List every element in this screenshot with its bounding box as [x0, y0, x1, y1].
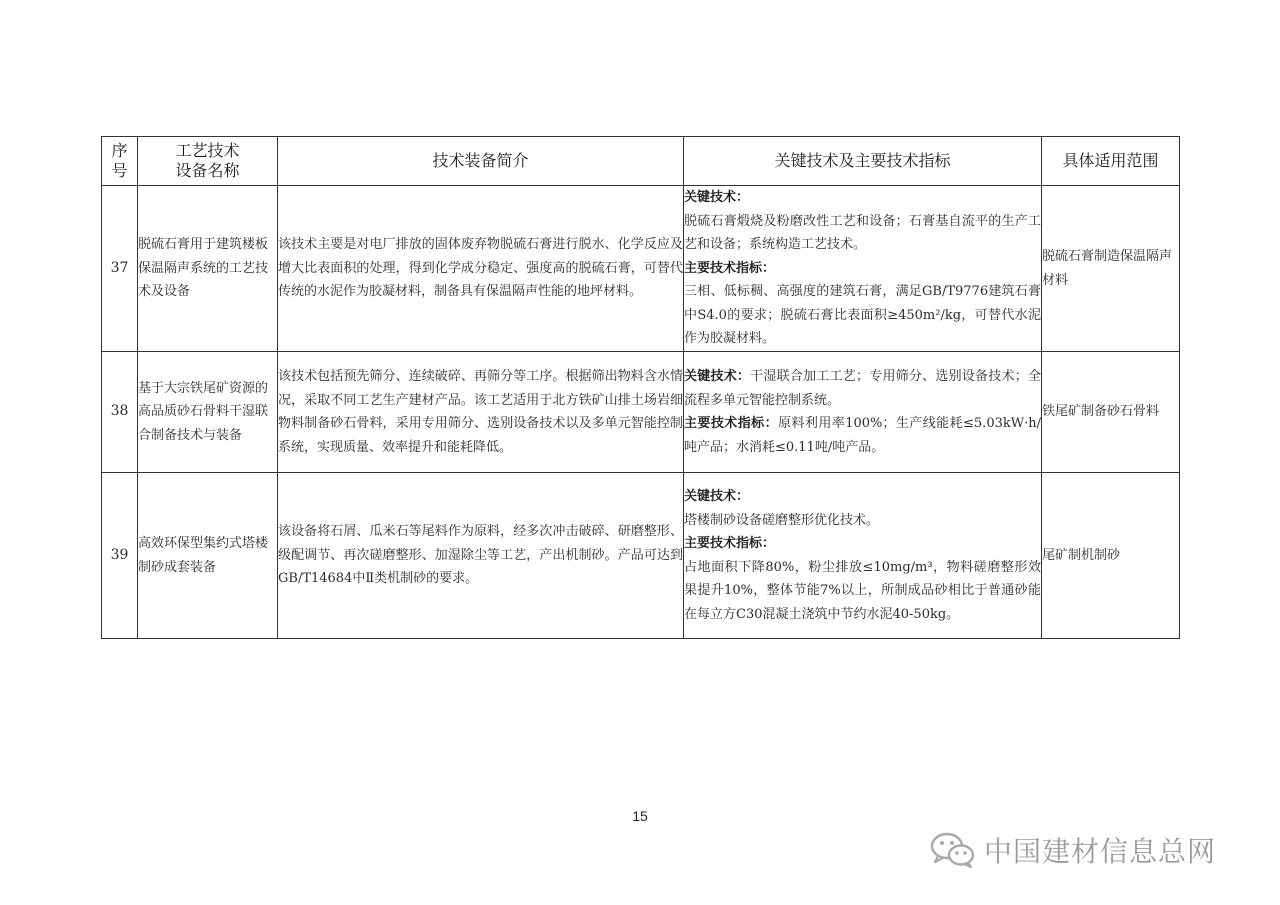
indicator-label: 主要技术指标：	[684, 536, 776, 551]
indicator-label: 主要技术指标：	[684, 416, 779, 431]
header-key: 关键技术及主要技术指标	[684, 137, 1042, 186]
table-row	[102, 186, 1180, 352]
watermark	[930, 828, 1216, 872]
wechat-icon	[930, 831, 976, 869]
key-technology-text: 塔楼制砂设备磋磨整形优化技术。	[684, 512, 880, 528]
row-number: 37	[102, 186, 138, 352]
application-scope: 脱硫石膏制造保温隔声材料	[1042, 186, 1180, 352]
table-header-row	[102, 137, 1180, 186]
technology-name: 脱硫石膏用于建筑楼板保温隔声系统的工艺技术及设备	[138, 186, 278, 352]
key-technology-cell	[684, 352, 1042, 473]
row-number: 38	[102, 352, 138, 473]
technology-description: 该设备将石屑、瓜米石等尾料作为原料，经多次冲击破碎、研磨整形、级配调节、再次磋磨整形、加湿除尘等工艺，产出机制砂。产品可达到GB/T14684中Ⅱ类机制砂的要求。	[278, 473, 684, 639]
page-number: 15	[632, 808, 648, 824]
header-desc: 技术装备简介	[278, 137, 684, 186]
technology-name: 高效环保型集约式塔楼制砂成套装备	[138, 473, 278, 639]
application-scope: 尾矿制机制砂	[1042, 473, 1180, 639]
technology-description: 该技术主要是对电厂排放的固体废弃物脱硫石膏进行脱水、化学反应及增大比表面积的处理，得到化学成分稳定、强度高的脱硫石膏，可替代传统的水泥作为胶凝材料，制备具有保温隔声性能的地坪材料。	[278, 186, 684, 352]
key-technology-text: 干湿联合加工工艺；专用筛分、选别设备技术；全流程多单元智能控制系统。	[684, 369, 1041, 408]
key-technology-label: 关键技术：	[684, 190, 750, 206]
indicator-label: 主要技术指标：	[684, 260, 776, 276]
key-technology-text: 脱硫石膏煅烧及粉磨改性工艺和设备；石膏基自流平的生产工艺和设备；系统构造工艺技术。	[684, 213, 1041, 253]
key-technology-label: 关键技术：	[684, 489, 750, 504]
header-name: 工艺技术 设备名称	[138, 137, 278, 186]
indicator-text: 占地面积下降80%，粉尘排放≤10mg/m³，物料磋磨整形效果提升10%，整体节能7%以上，所制成品砂相比于普通砂能在每立方C30混凝土浇筑中节约水泥40-50kg。	[684, 559, 1041, 622]
table-row	[102, 473, 1180, 639]
header-no: 序 号	[102, 137, 138, 186]
technology-name: 基于大宗铁尾矿资源的高品质砂石骨料干湿联合制备技术与装备	[138, 352, 278, 473]
indicator-text: 三相、低标稠、高强度的建筑石膏，满足GB/T9776建筑石膏中S4.0的要求；脱硫石膏比表面积≥450m²/kg，可替代水泥作为胶凝材料。	[684, 284, 1041, 347]
key-technology-label: 关键技术：	[684, 369, 751, 384]
header-scope: 具体适用范围	[1042, 137, 1180, 186]
row-number: 39	[102, 473, 138, 639]
technology-description: 该技术包括预先筛分、连续破碎、再筛分等工序。根据筛出物料含水情况，采取不同工艺生产建材产品。该工艺适用于北方铁矿山排土场岩细物料制备砂石骨料，采用专用筛分、选别设备技术以及多单元智能控制系统，实现质量、效率提升和能耗降低。	[278, 352, 684, 473]
key-technology-cell	[684, 186, 1042, 352]
key-technology-cell	[684, 473, 1042, 639]
watermark-text: 中国建材信息总网	[984, 835, 1217, 868]
indicator-text: 原料利用率100%；生产线能耗≤5.03kW·h/吨产品；水消耗≤0.11吨/吨产品。	[684, 416, 1041, 455]
table-row	[102, 352, 1180, 473]
technology-table	[101, 136, 1180, 639]
application-scope: 铁尾矿制备砂石骨料	[1042, 352, 1180, 473]
